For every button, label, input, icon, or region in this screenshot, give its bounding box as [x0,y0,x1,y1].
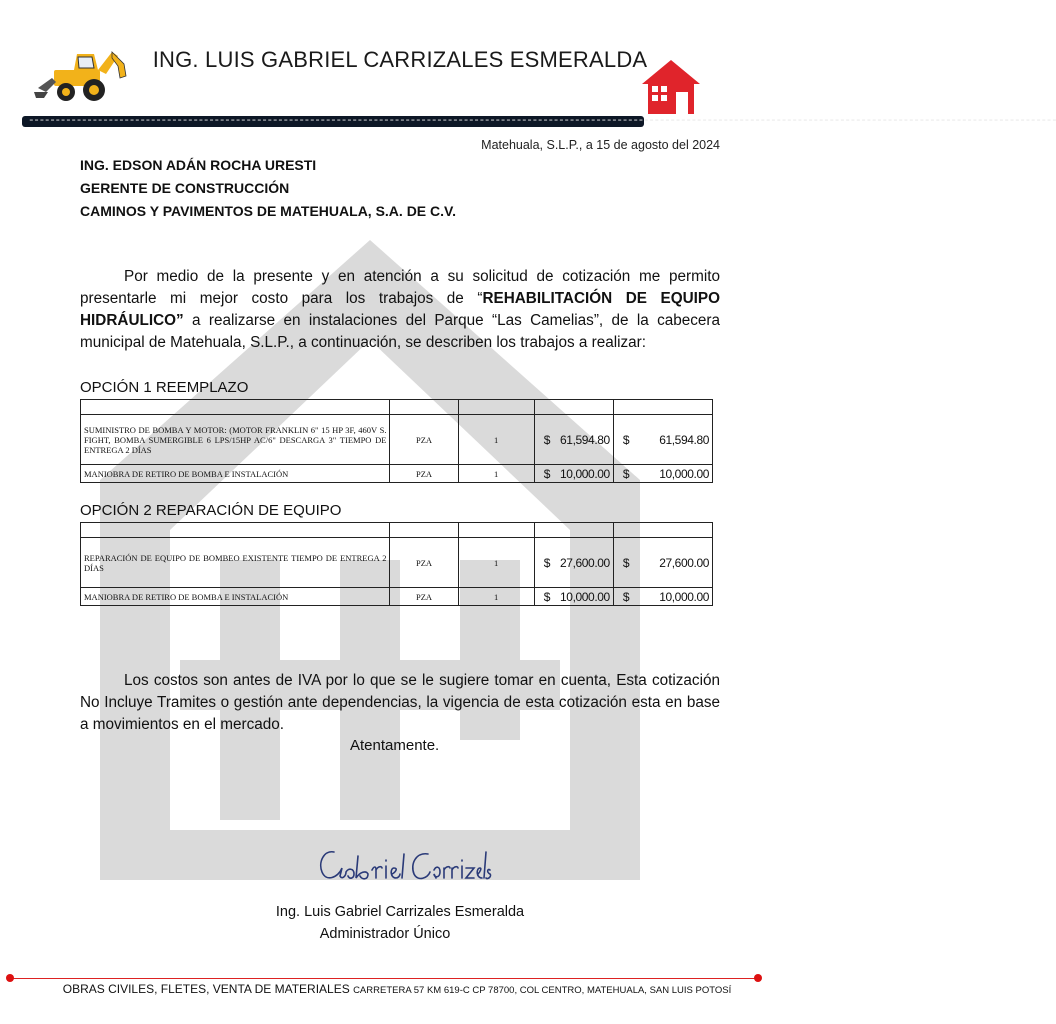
option2-table [80,522,713,606]
table-cell [81,523,390,538]
currency-symbol: $ [622,432,630,447]
currency-symbol: $ [622,589,630,604]
currency-symbol: $ [543,432,551,447]
item-total [613,415,712,465]
item-unit-price [534,588,613,606]
item-unit-price [534,415,613,465]
regards-text: Atentamente. [350,737,440,754]
table-cell [458,523,534,538]
table-cell [613,400,712,415]
recipient-name: ING. EDSON ADÁN ROCHA URESTI [80,157,317,173]
table-header-row [81,523,713,538]
currency-symbol: $ [543,466,551,481]
intro-text-after: a realizarse en instalaciones del Parque “Las Camelias”, de la cabecera municipal de Matehuala, S.L.P., a continuación, se describen los trabajos a realizar: [80,312,720,351]
table-row [81,465,713,483]
item-unit-price [534,538,613,588]
footer-dot-right [754,974,762,982]
table-cell [613,523,712,538]
item-unit: PZA [390,588,458,606]
intro-highlight: REHABILITACIÓN DE EQUIPO HIDRÁULICO” [80,290,721,329]
table-cell [534,523,613,538]
unit-price-value: 27,600.00 [560,555,610,570]
item-description: SUMINISTRO DE BOMBA Y MOTOR: (MOTOR FRANKLIN 6" 15 HP 3F, 460V S. FIGHT, BOMBA SUMERGIBLE 6 LPS/15HP AC/6" DESCARGA 3" TIEMPO DE ENTREGA 2 DÍAS [81,415,390,465]
table-cell [458,400,534,415]
house-logo-icon [640,58,702,116]
item-quantity: 1 [458,538,534,588]
unit-price-value: 61,594.80 [560,432,610,447]
item-description: MANIOBRA DE RETIRO DE BOMBA E INSTALACIÓN [81,588,390,606]
table-cell [81,400,390,415]
total-value: 61,594.80 [659,432,709,447]
total-value: 27,600.00 [659,555,709,570]
option2-title: OPCIÓN 2 REPARACIÓN DE EQUIPO [80,502,342,519]
item-unit-price [534,465,613,483]
currency-symbol: $ [543,589,551,604]
location-date: Matehuala, S.L.P., a 15 de agosto del 2024 [481,138,720,152]
footer-divider [10,978,758,979]
option1-table [80,399,713,483]
header-divider-dashes: -------------------------------------------------------------------------------------------------------------------------------------------------------------------------------------------------- [28,115,1056,127]
table-cell [534,400,613,415]
item-unit: PZA [390,465,458,483]
closing-text: Los costos son antes de IVA por lo que se le sugiere tomar en cuenta, Esta cotización No Incluye Tramites o gestión ante dependencias, la vigencia de esta cotización esta en base a movimientos en el mercado. [80,672,720,733]
table-row [81,588,713,606]
unit-price-value: 10,000.00 [560,589,610,604]
item-quantity: 1 [458,415,534,465]
recipient-company: CAMINOS Y PAVIMENTOS DE MATEHUALA, S.A. DE C.V. [80,203,456,219]
recipient-title: GERENTE DE CONSTRUCCIÓN [80,180,290,196]
currency-symbol: $ [622,466,630,481]
footer-dot-left [6,974,14,982]
signer-name: Ing. Luis Gabriel Carrizales Esmeralda [275,904,525,920]
currency-symbol: $ [622,555,630,570]
item-quantity: 1 [458,588,534,606]
table-cell [390,523,458,538]
signer-role: Administrador Único [319,926,451,942]
intro-paragraph [80,266,720,354]
item-total [613,538,712,588]
table-row [81,538,713,588]
closing-paragraph [80,670,720,736]
company-name-heading: ING. LUIS GABRIEL CARRIZALES ESMERALDA [152,47,648,72]
item-total [613,588,712,606]
item-description: MANIOBRA DE RETIRO DE BOMBA E INSTALACIÓN [81,465,390,483]
total-value: 10,000.00 [659,466,709,481]
total-value: 10,000.00 [659,589,709,604]
item-unit: PZA [390,415,458,465]
unit-price-value: 10,000.00 [560,466,610,481]
item-unit: PZA [390,538,458,588]
item-description: REPARACIÓN DE EQUIPO DE BOMBEO EXISTENTE TIEMPO DE ENTREGA 2 DÍAS [81,538,390,588]
option1-title: OPCIÓN 1 REEMPLAZO [80,379,249,396]
footer-address: CARRETERA 57 KM 619-C CP 78700, COL CENTRO, MATEHUALA, SAN LUIS POTOSÍ [353,985,732,996]
footer-services: OBRAS CIVILES, FLETES, VENTA DE MATERIALES [62,982,350,996]
handwritten-signature [312,836,492,892]
table-row [81,415,713,465]
currency-symbol: $ [543,555,551,570]
footer-text [0,982,794,996]
intro-text-before: Por medio de la presente y en atención a su solicitud de cotización me permito presentarle mi mejor costo para los trabajos de “ [80,268,720,307]
item-quantity: 1 [458,465,534,483]
item-total [613,465,712,483]
table-header-row [81,400,713,415]
table-cell [390,400,458,415]
